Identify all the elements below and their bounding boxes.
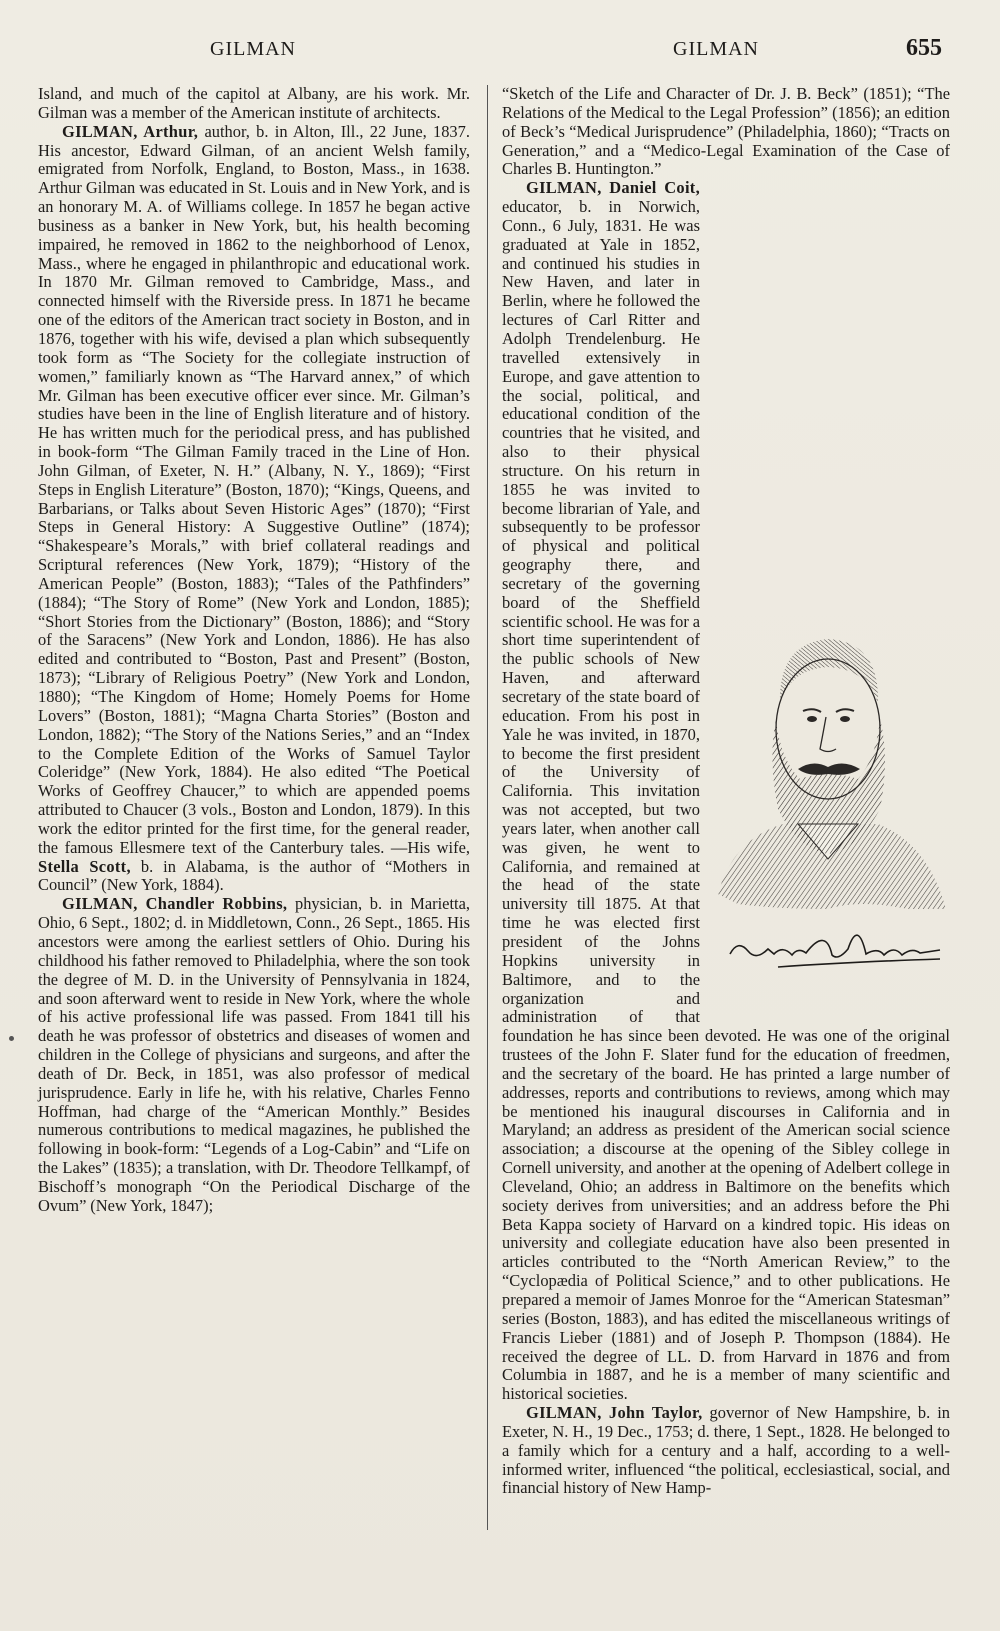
entry-body: physician, b. in Marietta, Ohio, 6 Sept., 1802; d. in Middletown, Conn., 26 Sept., 1865. His ancestors were among the earliest settlers of Ohio. During his childhood his father removed to Philadelphia, where the son took the degree of M. D. in the University of Pennsylvania in 1824, and soon afterward went to reside in New York, where the whole of his active professional life was passed. From 1841 till his death he was professor of obstetrics and diseases of women and children in the College of physicians and surgeons, and after the death of Dr. Beck, in 1851, was also professor of medical jurisprudence. Early in life he, with his relative, Charles Fenno Hoffman, had charge of the “American Monthly.” Besides numerous contributions to medical magazines, he published the following in book-form: “Legends of a Log-Cabin” and “Life on the Lakes” (1835); a translation, with Dr. Theodore Tellkampf, of Bischoff’s monograph “On the Periodical Discharge of the Ovum” (New York, 1847);	[38, 894, 470, 1215]
signature-handwriting	[730, 935, 940, 967]
column-rule	[487, 85, 488, 1530]
entry-daniel-coit-gilman	[502, 179, 950, 1404]
entry-headword: GILMAN, John Taylor,	[526, 1403, 703, 1423]
left-column	[38, 85, 470, 1216]
entry-arthur-gilman	[38, 123, 470, 896]
entry-body: governor of New Hampshire, b. in Exeter, N. H., 19 Dec., 1753; d. there, 1 Sept., 1828. He belonged to a family which for a century and a half, according to a well-informed writer, influenced “the political, ecclesiastical, social, and financial history of New Hamp-	[502, 1403, 950, 1498]
entry-chandler-robbins-gilman	[38, 895, 470, 1215]
entry-john-taylor-gilman	[502, 1404, 950, 1498]
entry-continuation: Island, and much of the capitol at Albany, are his work. Mr. Gilman was a member of the American institute of architects.	[38, 84, 470, 122]
portrait-engraving	[708, 609, 950, 1014]
margin-speck	[9, 1036, 14, 1041]
sub-entry-headword: Stella Scott,	[38, 856, 131, 876]
entry-headword: GILMAN, Arthur,	[62, 121, 199, 141]
page-number: 655	[906, 35, 942, 61]
entry-body: author, b. in Alton, Ill., 22 June, 1837. His ancestor, Edward Gilman, of an ancient Welsh family, emigrated from Norfolk, England, to Boston, Mass., in 1638. Arthur Gilman was educated in St. Louis and in New York, and is an honorary M. A. of Williams college. In 1857 he began active business as a banker in New York, but, his health becoming impaired, he removed in 1862 to the neighborhood of Lenox, Mass., where he engaged in philanthropic and educational work. In 1870 Mr. Gilman removed to Cambridge, Mass., and connected himself with the Riverside press. In 1871 he became one of the editors of the American tract society in Boston, and in 1876, together with his wife, devised a plan which subsequently took form as “The Society for the collegiate instruction of women,” familiarly known as “The Harvard annex,” of which Mr. Gilman has been executive officer ever since. Mr. Gilman’s studies have been in the line of English literature and of history. He has written much for the periodical press, and has published in book-form “The Gilman Family traced in the Line of Hon. John Gilman, of Exeter, N. H.” (Albany, N. Y., 1869); “First Steps in English Literature” (Boston, 1870); “Kings, Queens, and Barbarians, or Talks about Seven Historic Ages” (1870); “First Steps in General History: A Suggestive Outline” (1874); “Shakespeare’s Morals,” with brief collateral readings and Scriptural references (New York, 1879); “History of the American People” (Boston, 1883); “Tales of the Pathfinders” (1884); “The Story of Rome” (New York and London, 1885); “Short Stories from the Dictionary” (Boston, 1886); and “Story of the Saracens” (New York and London, 1886). He has also edited and contributed to “Boston, Past and Present” (Boston, 1873); “Library of Religious Poetry” (New York and London, 1880); “The Kingdom of Home; Homely Poems for Home Lovers” (Boston, 1881); “Magna Charta Stories” (Boston and London, 1882); “The Story of the Nations Series,” and an “Index to the Complete Edition of the Works of Samuel Taylor Coleridge” (New York, 1884). He also edited “The Poetical Works of Geoffrey Chaucer,” to which are appended poems attributed to Chaucer (3 vols., Boston and London, 1879). In this work the editor printed for the first time, for the general reader, the famous Ellesmere text of the Canterbury tales. —His wife,	[38, 121, 470, 857]
entry-body: educator, b. in Norwich, Conn., 6 July, 1831. He was graduated at Yale in 1852, and continued his studies in New Haven, and later in Berlin, where he followed the lectures of Carl Ritter and Adolph Trendelenburg. He travelled extensively in Europe, and gave attention to the social, political, and educational condition of the countries that he visited, and also to their physical structure. On his return in 1855 he was invited to become librarian of Yale, and subsequently to be professor of physical and political geography there, and secretary of the governing board of the Sheffield scientific school. He was for a short time superintendent of the public schools of New Haven, and afterward secretary of the state board of education. From his post in Yale he was invited, in 1870, to become the first president of the University of California. This invitation was not accepted, but two years later, when another call was given, he went to California, and remained at the head of the state university till 1875. At that time he was elected first president of the Johns Hopkins university in Baltimore, and to the organization and administration of that foundation he has since been devoted. He was one of the original trustees of the John F. Slater fund for the education of freedmen, and the secretary of the board. He has printed a large number of addresses, reports and contributions to reviews, among which may be mentioned his inaugural discourses in California and in Maryland; an address as president of the American social science association; a discourse at the opening of the Sibley college in Cornell university, and another at the opening of Adelbert college in Cleveland, Ohio; an address in Baltimore on the benefits which society derives from universities; and an address before the Phi Beta Kappa society of Harvard on a kindred topic. His ideas on university and collegiate education have also been presented in articles contributed to the “North American Review,” to the “Cyclopædia of Political Science,” and to other publications. He prepared a memoir of James Monroe for the “American Statesman” series (Boston, 1883), and has edited the miscellaneous writings of Francis Lieber (1881) and of Joseph P. Thompson (1884). He received the degree of LL. D. from Harvard in 1876 and from Columbia in 1887, and he is a member of many scientific and historical societies.	[502, 197, 950, 1404]
entry-body-tail: b. in Alabama, is the author of “Mothers in Council” (New York, 1884).	[38, 856, 470, 895]
portrait-figure	[718, 639, 946, 909]
portrait-illustration	[708, 609, 950, 1014]
right-column	[502, 85, 950, 1498]
entry-headword: GILMAN, Daniel Coit,	[526, 178, 700, 198]
running-head-left: GILMAN	[210, 38, 296, 60]
running-head-right: GILMAN	[673, 38, 759, 60]
entry-headword: GILMAN, Chandler Robbins,	[62, 894, 288, 914]
entry-continuation: “Sketch of the Life and Character of Dr. J. B. Beck” (1851); “The Relations of the Medical to the Legal Profession” (1856); an edition of Beck’s “Medical Jurisprudence” (Philadelphia, 1860); “Tracts on Generation,” and a “Medico-Legal Examination of the Case of Charles B. Huntington.”	[502, 84, 950, 179]
